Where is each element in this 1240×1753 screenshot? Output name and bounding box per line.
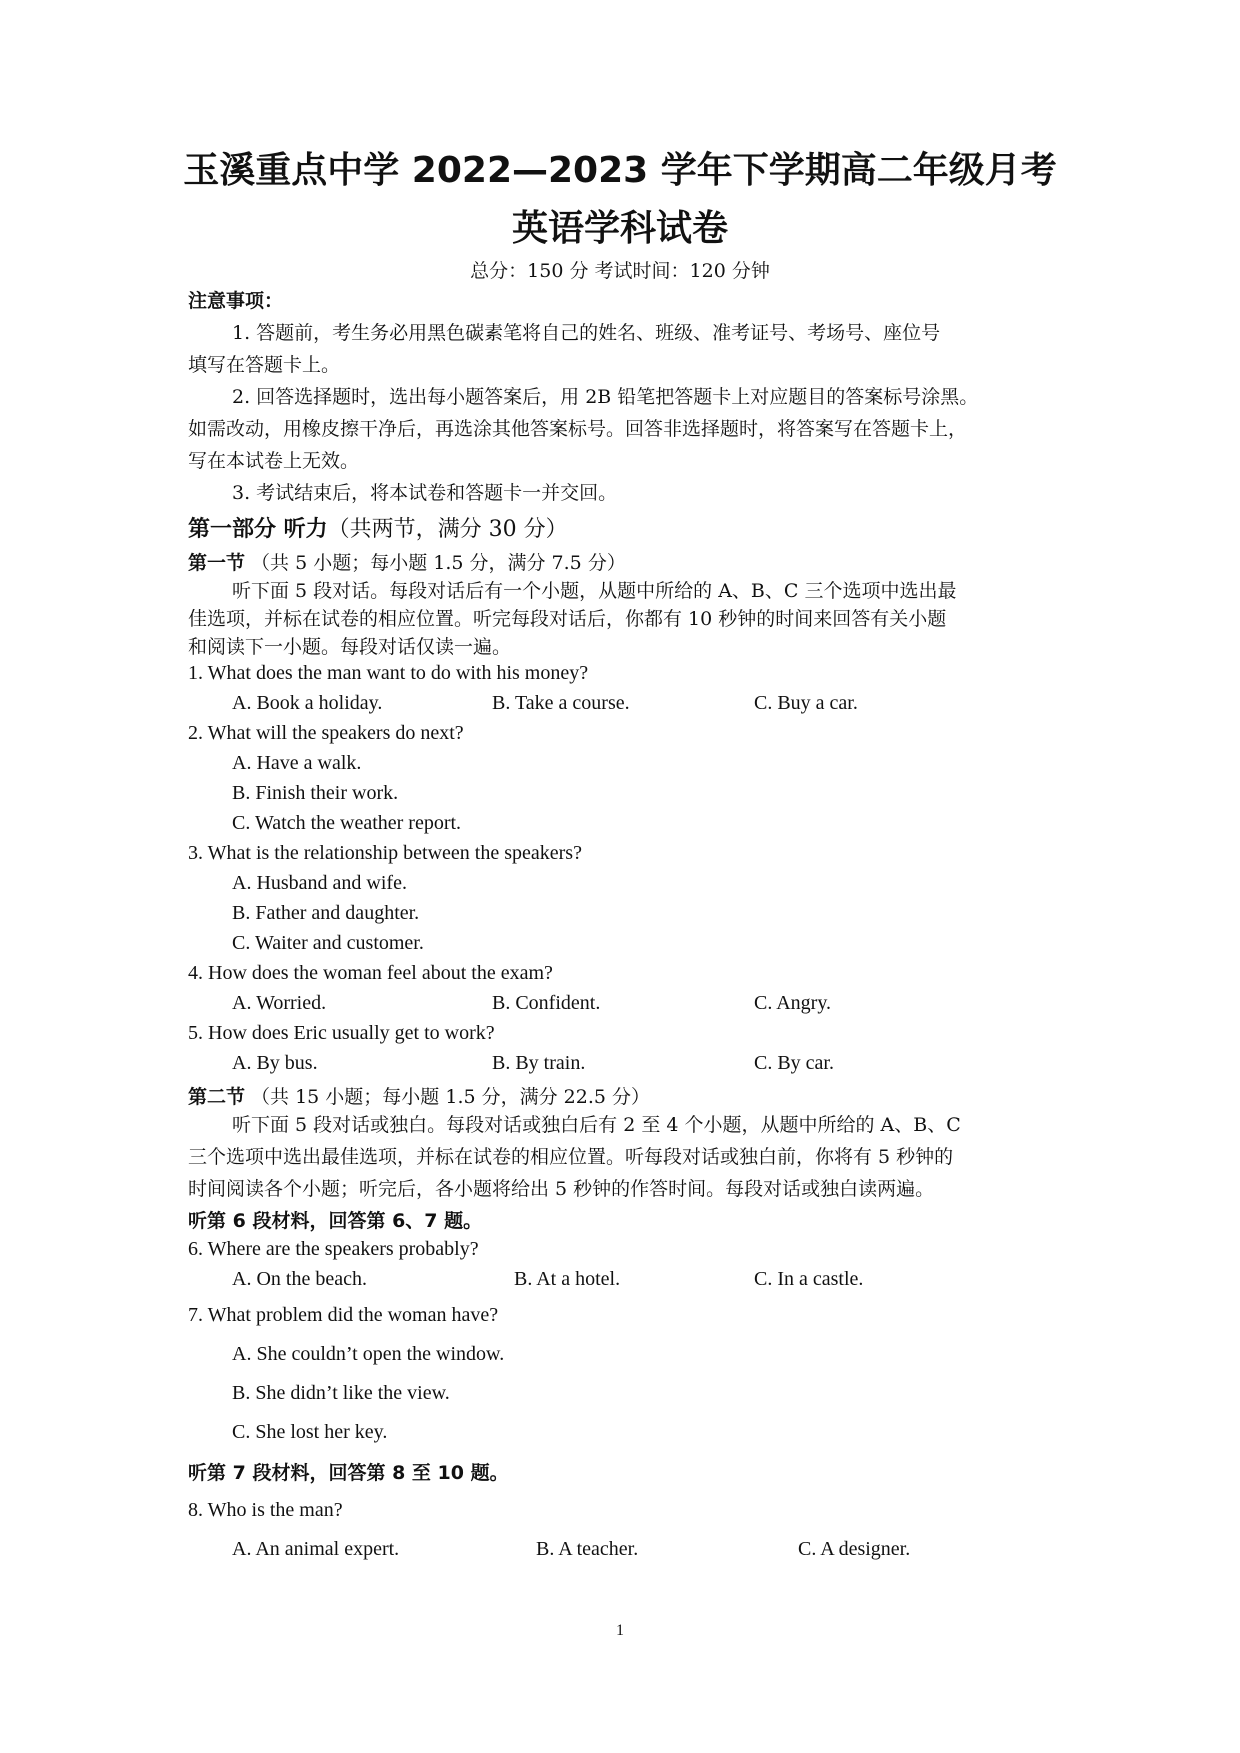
text7-heading: 听第 7 段材料，回答第 8 至 10 题。 xyxy=(188,1462,509,1484)
question-2-option-a: A. Have a walk. xyxy=(232,752,362,774)
question-2-option-b: B. Finish their work. xyxy=(232,782,399,804)
question-5-option-c: C. By car. xyxy=(754,1052,834,1074)
question-8-option-b: B. A teacher. xyxy=(536,1538,639,1560)
question-3-stem: 3. What is the relationship between the speakers? xyxy=(188,842,582,864)
question-4-stem: 4. How does the woman feel about the exam? xyxy=(188,962,553,984)
exam-subtitle: 英语学科试卷 xyxy=(511,208,728,249)
question-5-option-b: B. By train. xyxy=(492,1052,586,1074)
question-3-option-b: B. Father and daughter. xyxy=(232,902,420,924)
question-5-stem: 5. How does Eric usually get to work? xyxy=(188,1022,495,1044)
note-item-2-cont2: 写在本试卷上无效。 xyxy=(188,450,360,472)
question-6-option-c: C. In a castle. xyxy=(754,1268,864,1290)
score-time-line: 总分：150 分 考试时间：120 分钟 xyxy=(470,260,770,282)
question-8-stem: 8. Who is the man? xyxy=(188,1499,343,1521)
question-1-option-a: A. Book a holiday. xyxy=(232,692,383,714)
question-3-option-a: A. Husband and wife. xyxy=(232,872,407,894)
note-item-2: 2. 回答选择题时，选出每小题答案后，用 2B 铅笔把答题卡上对应题目的答案标号涂黑。 xyxy=(232,386,979,408)
question-8-option-c: C. A designer. xyxy=(798,1538,911,1560)
question-6-option-b: B. At a hotel. xyxy=(514,1268,621,1290)
section1-instructions-2: 佳选项，并标在试卷的相应位置。听完每段对话后，你都有 10 秒钟的时间来回答有关小题 xyxy=(188,608,947,630)
section1-instructions-3: 和阅读下一小题。每段对话仅读一遍。 xyxy=(188,636,512,658)
section2-instructions-3: 时间阅读各个小题；听完后，各小题将给出 5 秒钟的作答时间。每段对话或独白读两遍。 xyxy=(188,1178,935,1200)
page-number: 1 xyxy=(616,1622,624,1639)
part1-title xyxy=(188,512,568,543)
section2-title xyxy=(188,1082,650,1109)
question-4-option-b: B. Confident. xyxy=(492,992,601,1014)
question-4-option-c: C. Angry. xyxy=(754,992,832,1014)
exam-title: 玉溪重点中学 2022—2023 学年下学期高二年级月考 xyxy=(183,150,1057,191)
part1-title-bold: 第一部分 听力 xyxy=(188,517,328,542)
part1-title-rest: （共两节，满分 30 分） xyxy=(327,517,568,542)
text6-heading: 听第 6 段材料，回答第 6、7 题。 xyxy=(188,1210,483,1232)
question-6-option-a: A. On the beach. xyxy=(232,1268,367,1290)
question-7-option-b: B. She didn’t like the view. xyxy=(232,1382,450,1404)
note-item-3: 3. 考试结束后，将本试卷和答题卡一并交回。 xyxy=(232,482,618,504)
question-2-option-c: C. Watch the weather report. xyxy=(232,812,462,834)
question-7-stem: 7. What problem did the woman have? xyxy=(188,1304,499,1326)
section1-instructions-1: 听下面 5 段对话。每段对话后有一个小题，从题中所给的 A、B、C 三个选项中选出最 xyxy=(232,580,957,602)
section2-instructions-2: 三个选项中选出最佳选项，并标在试卷的相应位置。听每段对话或独白前，你将有 5 秒钟的 xyxy=(188,1146,954,1168)
question-8-option-a: A. An animal expert. xyxy=(232,1538,400,1560)
note-item-1: 1. 答题前，考生务必用黑色碳素笔将自己的姓名、班级、准考证号、考场号、座位号 xyxy=(232,322,941,344)
question-1-stem: 1. What does the man want to do with his money? xyxy=(188,662,589,684)
section2-title-bold: 第二节 xyxy=(188,1086,246,1108)
note-item-1-cont: 填写在答题卡上。 xyxy=(188,354,341,376)
note-item-2-cont: 如需改动，用橡皮擦干净后，再选涂其他答案标号。回答非选择题时，将答案写在答题卡上， xyxy=(188,418,968,440)
question-3-option-c: C. Waiter and customer. xyxy=(232,932,424,954)
section1-title xyxy=(188,548,626,575)
question-6-stem: 6. Where are the speakers probably? xyxy=(188,1238,479,1260)
section1-title-rest: （共 5 小题；每小题 1.5 分，满分 7.5 分） xyxy=(245,552,626,574)
question-5-option-a: A. By bus. xyxy=(232,1052,318,1074)
question-7-option-c: C. She lost her key. xyxy=(232,1421,388,1443)
question-4-option-a: A. Worried. xyxy=(232,992,327,1014)
question-1-option-b: B. Take a course. xyxy=(492,692,630,714)
question-2-stem: 2. What will the speakers do next? xyxy=(188,722,464,744)
notes-heading: 注意事项： xyxy=(188,290,284,312)
section1-title-bold: 第一节 xyxy=(188,552,246,574)
question-7-option-a: A. She couldn’t open the window. xyxy=(232,1343,505,1365)
question-1-option-c: C. Buy a car. xyxy=(754,692,858,714)
section2-title-rest: （共 15 小题；每小题 1.5 分，满分 22.5 分） xyxy=(245,1086,650,1108)
section2-instructions-1: 听下面 5 段对话或独白。每段对话或独白后有 2 至 4 个小题，从题中所给的 A、B、C xyxy=(232,1114,961,1136)
